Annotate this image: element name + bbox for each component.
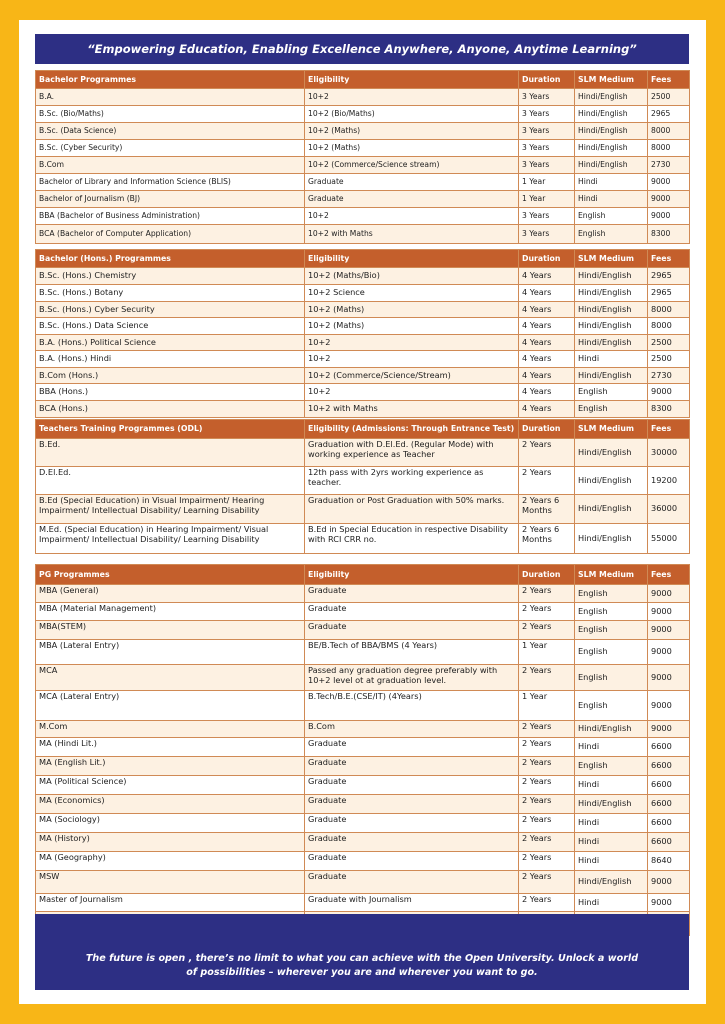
table-cell: MA (Sociology) xyxy=(36,814,305,833)
table-row xyxy=(36,401,690,418)
column-header: SLM Medium xyxy=(575,420,648,439)
table-cell: 9000 xyxy=(648,621,690,640)
table-cell: Hindi/English xyxy=(575,106,648,123)
table-row xyxy=(36,89,690,106)
table-cell: Graduate with Journalism xyxy=(305,894,519,912)
table-cell: MCA (Lateral Entry) xyxy=(36,691,305,721)
table-cell: BBA (Hons.) xyxy=(36,384,305,401)
table-cell: MBA (General) xyxy=(36,585,305,603)
table-cell: Hindi xyxy=(575,174,648,191)
table-cell: Hindi xyxy=(575,738,648,757)
table-cell: Graduate xyxy=(305,871,519,894)
table-cell: 9000 xyxy=(648,894,690,912)
table-cell: 10+2 (Maths) xyxy=(305,318,519,335)
table-cell: B.Sc. (Hons.) Botany xyxy=(36,285,305,302)
table-cell: 9000 xyxy=(648,721,690,738)
table-cell: Passed any graduation degree preferably with 10+2 level ot at graduation level. xyxy=(305,665,519,691)
table-row xyxy=(36,640,690,665)
table-cell: 8300 xyxy=(648,225,690,244)
column-header: SLM Medium xyxy=(575,250,648,268)
table-cell: 9000 xyxy=(648,208,690,225)
table-cell: B.Ed. xyxy=(36,439,305,467)
table-cell: MA (Geography) xyxy=(36,852,305,871)
table-cell: 3 Years xyxy=(519,157,575,174)
table-cell: B.Ed (Special Education) in Visual Impairment/ Hearing Impairment/ Intellectual Disability/ Learning Disability xyxy=(36,495,305,524)
table-row xyxy=(36,852,690,871)
table-row xyxy=(36,368,690,384)
table-cell: 2 Years xyxy=(519,795,575,814)
column-header: Eligibility xyxy=(305,250,519,268)
table-row xyxy=(36,738,690,757)
table-cell: Hindi/English xyxy=(575,439,648,467)
table-cell: Graduate xyxy=(305,191,519,208)
table-cell: 2965 xyxy=(648,285,690,302)
table-cell: 2 Years xyxy=(519,833,575,852)
table-row xyxy=(36,191,690,208)
table-cell: 10+2 xyxy=(305,208,519,225)
table-cell: B.Sc. (Cyber Security) xyxy=(36,140,305,157)
table-cell: 4 Years xyxy=(519,368,575,384)
table-row xyxy=(36,814,690,833)
table-cell: Hindi/English xyxy=(575,795,648,814)
table-cell: English xyxy=(575,208,648,225)
table-cell: 2 Years xyxy=(519,621,575,640)
table-row xyxy=(36,157,690,174)
table-header-row xyxy=(36,420,690,439)
table-cell: B.Sc. (Bio/Maths) xyxy=(36,106,305,123)
table-cell: 2 Years xyxy=(519,814,575,833)
table-row xyxy=(36,351,690,368)
table-cell: 10+2 Science xyxy=(305,285,519,302)
table-cell: 36000 xyxy=(648,495,690,524)
table-cell: 2 Years xyxy=(519,467,575,495)
column-header: Duration xyxy=(519,71,575,89)
table-cell: 19200 xyxy=(648,467,690,495)
table-cell: 3 Years xyxy=(519,89,575,106)
table-cell: Graduate xyxy=(305,852,519,871)
table-cell: 8000 xyxy=(648,302,690,318)
table-cell: MA (Hindi Lit.) xyxy=(36,738,305,757)
table-row xyxy=(36,776,690,795)
table-cell: 1 Year xyxy=(519,191,575,208)
table-row xyxy=(36,285,690,302)
table-row xyxy=(36,302,690,318)
table-cell: Hindi xyxy=(575,894,648,912)
table-cell: 4 Years xyxy=(519,401,575,418)
column-header: Duration xyxy=(519,250,575,268)
column-header: Fees xyxy=(648,71,690,89)
table-cell: B.Sc. (Hons.) Chemistry xyxy=(36,268,305,285)
column-header: Duration xyxy=(519,420,575,439)
table-header-row xyxy=(36,71,690,89)
table-cell: Hindi/English xyxy=(575,495,648,524)
footer-line-1: The future is open , there’s no limit to what you can achieve with the Open University. Unlock a world xyxy=(85,953,639,964)
table-cell: 2 Years xyxy=(519,757,575,776)
table-row xyxy=(36,894,690,912)
table-cell: Hindi/English xyxy=(575,721,648,738)
table-cell: 2 Years xyxy=(519,439,575,467)
table-cell: Hindi/English xyxy=(575,335,648,351)
table-row xyxy=(36,268,690,285)
table-cell: English xyxy=(575,603,648,621)
table-cell: BE/B.Tech of BBA/BMS (4 Years) xyxy=(305,640,519,665)
table-cell: Graduate xyxy=(305,795,519,814)
table-cell: English xyxy=(575,384,648,401)
table-cell: 30000 xyxy=(648,439,690,467)
table-cell: 2730 xyxy=(648,157,690,174)
table-cell: Graduate xyxy=(305,814,519,833)
table-cell: 2965 xyxy=(648,106,690,123)
table-cell: 10+2 with Maths xyxy=(305,401,519,418)
table-cell: 9000 xyxy=(648,640,690,665)
column-header: Duration xyxy=(519,565,575,585)
table-cell: 4 Years xyxy=(519,318,575,335)
table-cell: 10+2 (Commerce/Science/Stream) xyxy=(305,368,519,384)
table-cell: 6600 xyxy=(648,795,690,814)
table-cell: English xyxy=(575,225,648,244)
table-cell: MA (Economics) xyxy=(36,795,305,814)
column-header: Teachers Training Programmes (ODL) xyxy=(36,420,305,439)
table-cell: Graduate xyxy=(305,585,519,603)
column-header: PG Programmes xyxy=(36,565,305,585)
table-cell: 3 Years xyxy=(519,208,575,225)
table-row xyxy=(36,691,690,721)
table-cell: B.Com xyxy=(36,157,305,174)
table-cell: 2500 xyxy=(648,335,690,351)
table-cell: Hindi/English xyxy=(575,871,648,894)
table-cell: MBA (Lateral Entry) xyxy=(36,640,305,665)
table-cell: Hindi/English xyxy=(575,123,648,140)
table-row xyxy=(36,174,690,191)
table-cell: MA (Political Science) xyxy=(36,776,305,795)
table-cell: BCA (Hons.) xyxy=(36,401,305,418)
table-cell: 2 Years xyxy=(519,665,575,691)
footer-message xyxy=(35,952,689,986)
table-cell: Graduation with D.El.Ed. (Regular Mode) with working experience as Teacher xyxy=(305,439,519,467)
table-cell: B.A. xyxy=(36,89,305,106)
table-row xyxy=(36,495,690,524)
table-cell: Hindi/English xyxy=(575,368,648,384)
table-row xyxy=(36,603,690,621)
table-cell: 3 Years xyxy=(519,106,575,123)
table-cell: 2 Years xyxy=(519,871,575,894)
table-cell: 4 Years xyxy=(519,351,575,368)
table-cell: 1 Year xyxy=(519,640,575,665)
table-cell: 10+2 xyxy=(305,89,519,106)
table-cell: MA (History) xyxy=(36,833,305,852)
table-row xyxy=(36,585,690,603)
table-cell: 9000 xyxy=(648,585,690,603)
column-header: Eligibility (Admissions: Through Entrance Test) xyxy=(305,420,519,439)
table-cell: 10+2 xyxy=(305,384,519,401)
table-row xyxy=(36,335,690,351)
table-cell: Master of Journalism xyxy=(36,894,305,912)
table-cell: 2 Years xyxy=(519,776,575,795)
table-cell: B.Sc. (Hons.) Data Science xyxy=(36,318,305,335)
column-header: Fees xyxy=(648,420,690,439)
table-cell: English xyxy=(575,665,648,691)
table-cell: Graduate xyxy=(305,776,519,795)
table-row xyxy=(36,225,690,244)
footer-line-2: of possibilities – wherever you are and wherever you want to go. xyxy=(186,967,538,978)
column-header: SLM Medium xyxy=(575,71,648,89)
table-cell: Hindi/English xyxy=(575,285,648,302)
table-cell: 4 Years xyxy=(519,268,575,285)
table-cell: Graduation or Post Graduation with 50% marks. xyxy=(305,495,519,524)
table-row xyxy=(36,524,690,554)
table-row xyxy=(36,665,690,691)
table-row xyxy=(36,621,690,640)
table-cell: 10+2 with Maths xyxy=(305,225,519,244)
table-cell: Hindi xyxy=(575,776,648,795)
table-cell: Hindi/English xyxy=(575,140,648,157)
table-cell: MCA xyxy=(36,665,305,691)
table-cell: 4 Years xyxy=(519,335,575,351)
table-cell: B.Sc. (Data Science) xyxy=(36,123,305,140)
table-cell: 2 Years xyxy=(519,603,575,621)
table-cell: 8000 xyxy=(648,123,690,140)
table-cell: 2 Years 6 Months xyxy=(519,495,575,524)
table-cell: 10+2 (Maths) xyxy=(305,302,519,318)
table-cell: Hindi xyxy=(575,814,648,833)
table-cell: 1 Year xyxy=(519,691,575,721)
table-cell: English xyxy=(575,401,648,418)
table-cell: 10+2 (Maths) xyxy=(305,123,519,140)
table-cell: Hindi/English xyxy=(575,467,648,495)
column-header: Fees xyxy=(648,565,690,585)
bachelor-hons-programmes-table xyxy=(35,249,690,418)
table-cell: 6600 xyxy=(648,833,690,852)
table-cell: 3 Years xyxy=(519,140,575,157)
table-cell: D.El.Ed. xyxy=(36,467,305,495)
table-cell: MBA (Material Management) xyxy=(36,603,305,621)
table-cell: 10+2 (Maths/Bio) xyxy=(305,268,519,285)
table-cell: 2 Years xyxy=(519,852,575,871)
table-cell: 2 Years xyxy=(519,585,575,603)
table-cell: MSW xyxy=(36,871,305,894)
table-header-row xyxy=(36,565,690,585)
table-cell: 2 Years xyxy=(519,738,575,757)
pg-programmes-table xyxy=(35,564,690,936)
table-cell: English xyxy=(575,691,648,721)
table-cell: M.Com xyxy=(36,721,305,738)
column-header: Eligibility xyxy=(305,71,519,89)
table-cell: 8300 xyxy=(648,401,690,418)
table-cell: 9000 xyxy=(648,871,690,894)
table-cell: 9000 xyxy=(648,191,690,208)
table-cell: BBA (Bachelor of Business Administration) xyxy=(36,208,305,225)
table-cell: Graduate xyxy=(305,757,519,776)
table-cell: M.Ed. (Special Education) in Hearing Impairment/ Visual Impairment/ Intellectual Disability/ Learning Disability xyxy=(36,524,305,554)
table-cell: 10+2 (Commerce/Science stream) xyxy=(305,157,519,174)
column-header: Fees xyxy=(648,250,690,268)
table-cell: Hindi/English xyxy=(575,302,648,318)
table-row xyxy=(36,757,690,776)
table-cell: 2965 xyxy=(648,268,690,285)
table-cell: 4 Years xyxy=(519,384,575,401)
table-cell: Graduate xyxy=(305,174,519,191)
table-cell: 10+2 (Maths) xyxy=(305,140,519,157)
table-cell: 4 Years xyxy=(519,302,575,318)
table-cell: Hindi xyxy=(575,351,648,368)
table-cell: 10+2 xyxy=(305,335,519,351)
table-cell: Hindi xyxy=(575,852,648,871)
table-cell: Hindi/English xyxy=(575,318,648,335)
table-cell: 2500 xyxy=(648,89,690,106)
table-row xyxy=(36,318,690,335)
column-header: Bachelor (Hons.) Programmes xyxy=(36,250,305,268)
table-cell: 3 Years xyxy=(519,225,575,244)
table-cell: 4 Years xyxy=(519,285,575,302)
teachers-training-table xyxy=(35,419,690,554)
table-cell: 8000 xyxy=(648,140,690,157)
table-cell: Hindi/English xyxy=(575,157,648,174)
table-cell: B.Com (Hons.) xyxy=(36,368,305,384)
table-cell: Hindi/English xyxy=(575,524,648,554)
bachelor-programmes-table xyxy=(35,70,690,244)
table-cell: Graduate xyxy=(305,603,519,621)
footer-banner xyxy=(35,914,689,990)
table-cell: B.Sc. (Hons.) Cyber Security xyxy=(36,302,305,318)
table-cell: 8640 xyxy=(648,852,690,871)
table-row xyxy=(36,467,690,495)
table-cell: 12th pass with 2yrs working experience as teacher. xyxy=(305,467,519,495)
table-row xyxy=(36,871,690,894)
table-row xyxy=(36,384,690,401)
column-header: Eligibility xyxy=(305,565,519,585)
table-cell: 8000 xyxy=(648,318,690,335)
table-cell: 2 Years 6 Months xyxy=(519,524,575,554)
table-cell: Graduate xyxy=(305,621,519,640)
table-cell: Hindi xyxy=(575,191,648,208)
table-cell: 9000 xyxy=(648,691,690,721)
table-cell: English xyxy=(575,621,648,640)
table-row xyxy=(36,439,690,467)
table-cell: 10+2 xyxy=(305,351,519,368)
column-header: SLM Medium xyxy=(575,565,648,585)
table-cell: Graduate xyxy=(305,738,519,757)
tagline-text: “Empowering Education, Enabling Excellence Anywhere, Anyone, Anytime Learning” xyxy=(87,42,637,56)
table-cell: 6600 xyxy=(648,738,690,757)
table-row xyxy=(36,140,690,157)
table-cell: 6600 xyxy=(648,776,690,795)
table-cell: B.Tech/B.E.(CSE/IT) (4Years) xyxy=(305,691,519,721)
table-row xyxy=(36,208,690,225)
table-cell: English xyxy=(575,585,648,603)
table-cell: BCA (Bachelor of Computer Application) xyxy=(36,225,305,244)
table-row xyxy=(36,721,690,738)
table-header-row xyxy=(36,250,690,268)
table-row xyxy=(36,123,690,140)
table-cell: 2730 xyxy=(648,368,690,384)
table-cell: B.A. (Hons.) Hindi xyxy=(36,351,305,368)
table-row xyxy=(36,106,690,123)
table-cell: MA (English Lit.) xyxy=(36,757,305,776)
table-cell: 55000 xyxy=(648,524,690,554)
table-cell: B.Com xyxy=(305,721,519,738)
table-cell: Hindi/English xyxy=(575,268,648,285)
table-cell: Bachelor of Library and Information Science (BLIS) xyxy=(36,174,305,191)
table-cell: Graduate xyxy=(305,833,519,852)
table-cell: 9000 xyxy=(648,384,690,401)
table-cell: 2 Years xyxy=(519,894,575,912)
table-row xyxy=(36,795,690,814)
table-cell: English xyxy=(575,640,648,665)
table-cell: B.A. (Hons.) Political Science xyxy=(36,335,305,351)
table-cell: 9000 xyxy=(648,174,690,191)
table-cell: 9000 xyxy=(648,665,690,691)
table-cell: Bachelor of Journalism (BJ) xyxy=(36,191,305,208)
table-cell: 2 Years xyxy=(519,721,575,738)
table-cell: 3 Years xyxy=(519,123,575,140)
table-cell: MBA(STEM) xyxy=(36,621,305,640)
column-header: Bachelor Programmes xyxy=(36,71,305,89)
table-cell: 1 Year xyxy=(519,174,575,191)
table-cell: 10+2 (Bio/Maths) xyxy=(305,106,519,123)
brochure-page xyxy=(19,20,706,1004)
table-cell: B.Ed in Special Education in respective Disability with RCI CRR no. xyxy=(305,524,519,554)
table-row xyxy=(36,833,690,852)
tagline-banner xyxy=(35,34,689,64)
table-cell: 2500 xyxy=(648,351,690,368)
table-cell: 6600 xyxy=(648,757,690,776)
table-cell: English xyxy=(575,757,648,776)
table-cell: 6600 xyxy=(648,814,690,833)
table-cell: Hindi/English xyxy=(575,89,648,106)
table-cell: Hindi xyxy=(575,833,648,852)
table-cell: 9000 xyxy=(648,603,690,621)
